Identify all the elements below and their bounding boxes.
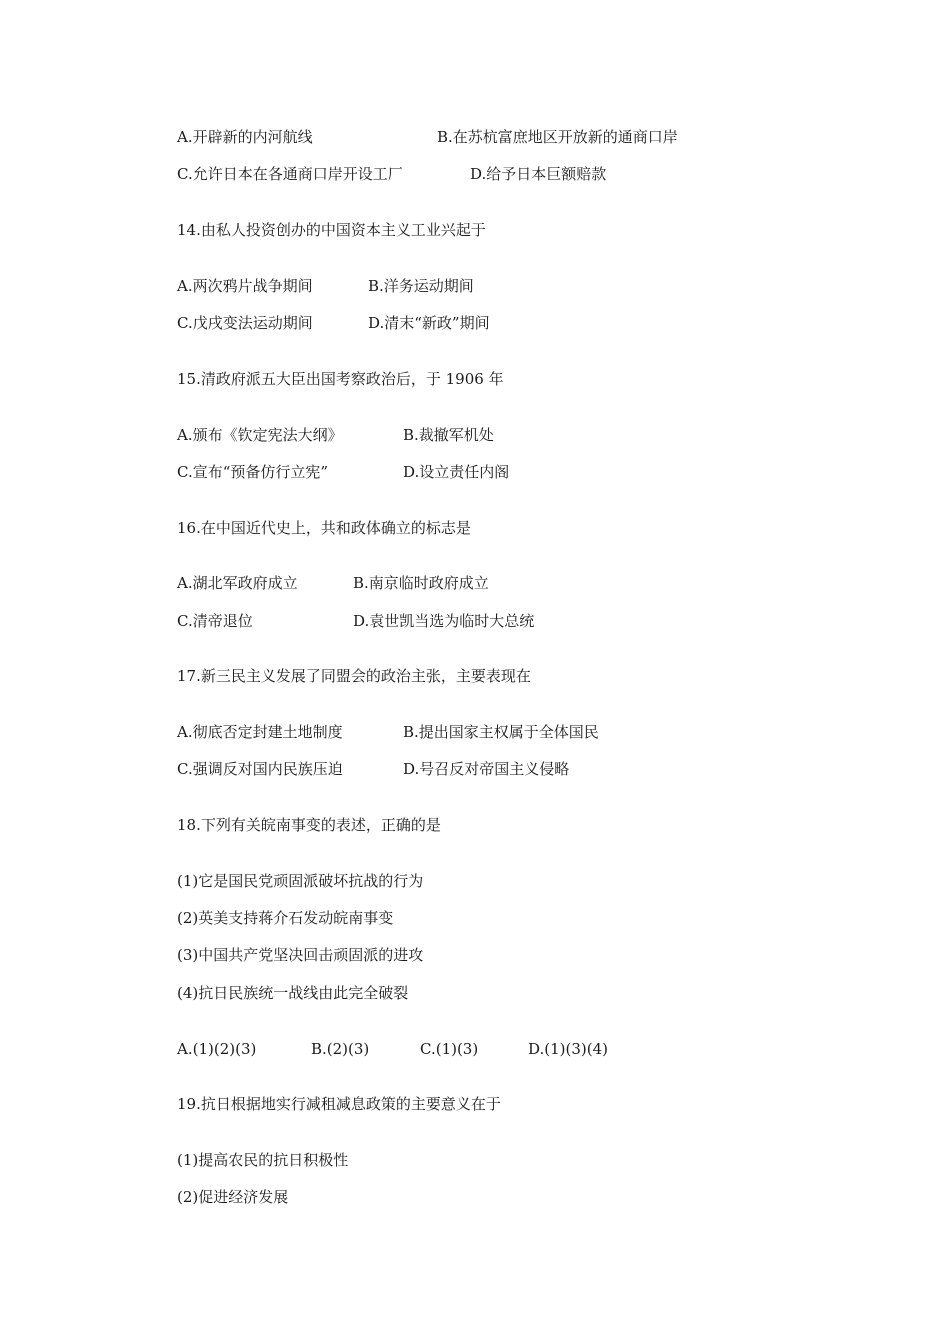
q14-option-d: D.清末“新政”期间 (368, 314, 490, 332)
q17-option-d: D.号召反对帝国主义侵略 (403, 760, 570, 778)
q16-option-d: D.袁世凯当选为临时大总统 (353, 612, 535, 630)
q15-option-a: A.颁布《钦定宪法大纲》 (177, 426, 343, 444)
q18-item-1: (1)它是国民党顽固派破坏抗战的行为 (177, 872, 424, 890)
q16-option-c: C.清帝退位 (177, 612, 253, 630)
q16-option-b: B.南京临时政府成立 (353, 574, 489, 592)
q13-option-d: D.给予日本巨额赔款 (470, 165, 607, 183)
q19-item-1: (1)提高农民的抗日积极性 (177, 1151, 349, 1169)
q19-item-2: (2)促进经济发展 (177, 1188, 289, 1206)
q15-option-c: C.宣布“预备仿行立宪” (177, 463, 329, 481)
q15-option-b: B.裁撤军机处 (403, 426, 494, 444)
q17-option-a: A.彻底否定封建土地制度 (177, 723, 343, 741)
q18-item-2: (2)英美支持蒋介石发动皖南事变 (177, 909, 394, 927)
q15-stem: 15.清政府派五大臣出国考察政治后，于 1906 年 (177, 370, 504, 388)
q16-option-a: A.湖北军政府成立 (177, 574, 298, 592)
q18-option-c: C.(1)(3) (420, 1040, 479, 1058)
q18-option-a: A.(1)(2)(3) (177, 1040, 257, 1058)
q19-stem: 19.抗日根据地实行减租减息政策的主要意义在于 (177, 1095, 501, 1113)
q14-option-b: B.洋务运动期间 (368, 277, 474, 295)
q18-option-d: D.(1)(3)(4) (528, 1040, 609, 1058)
q17-stem: 17.新三民主义发展了同盟会的政治主张，主要表现在 (177, 667, 531, 685)
q14-stem: 14.由私人投资创办的中国资本主义工业兴起于 (177, 221, 486, 239)
q17-option-b: B.提出国家主权属于全体国民 (403, 723, 599, 741)
q18-option-b: B.(2)(3) (311, 1040, 370, 1058)
q13-option-c: C.允许日本在各通商口岸开设工厂 (177, 165, 403, 183)
q15-option-d: D.设立责任内阁 (403, 463, 510, 481)
q13-option-a: A.开辟新的内河航线 (177, 128, 313, 146)
q14-option-a: A.两次鸦片战争期间 (177, 277, 313, 295)
q17-option-c: C.强调反对国内民族压迫 (177, 760, 343, 778)
q14-option-c: C.戊戌变法运动期间 (177, 314, 313, 332)
q18-stem: 18.下列有关皖南事变的表述，正确的是 (177, 816, 441, 834)
q16-stem: 16.在中国近代史上，共和政体确立的标志是 (177, 519, 471, 537)
q18-item-4: (4)抗日民族统一战线由此完全破裂 (177, 984, 409, 1002)
q18-item-3: (3)中国共产党坚决回击顽固派的进攻 (177, 946, 424, 964)
q13-option-b: B.在苏杭富庶地区开放新的通商口岸 (437, 128, 678, 146)
